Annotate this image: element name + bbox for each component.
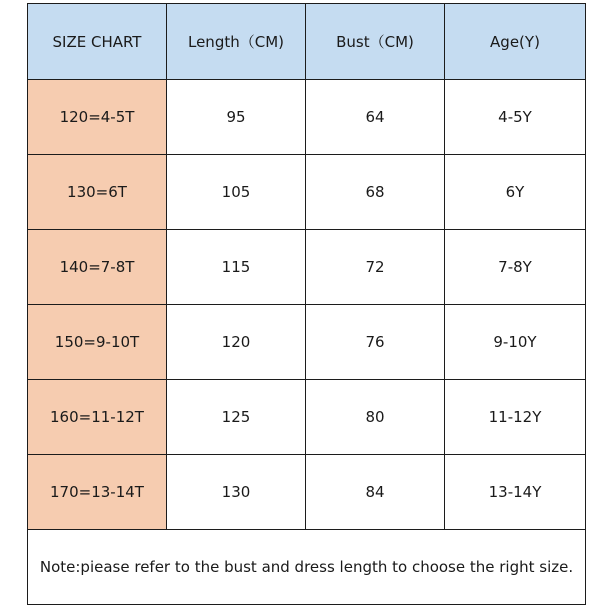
table-header bbox=[28, 4, 586, 80]
table-row bbox=[28, 305, 586, 380]
age-cell: 4-5Y bbox=[445, 80, 586, 155]
table-body bbox=[28, 80, 586, 605]
bust-cell: 68 bbox=[306, 155, 445, 230]
bust-cell: 84 bbox=[306, 455, 445, 530]
length-cell: 130 bbox=[167, 455, 306, 530]
bust-cell: 80 bbox=[306, 380, 445, 455]
age-cell: 6Y bbox=[445, 155, 586, 230]
age-cell: 11-12Y bbox=[445, 380, 586, 455]
size-cell: 120=4-5T bbox=[28, 80, 167, 155]
size-note: Note:piease refer to the bust and dress length to choose the right size. bbox=[28, 530, 586, 605]
size-chart-table bbox=[27, 3, 586, 605]
size-cell: 160=11-12T bbox=[28, 380, 167, 455]
size-cell: 140=7-8T bbox=[28, 230, 167, 305]
length-cell: 125 bbox=[167, 380, 306, 455]
bust-cell: 72 bbox=[306, 230, 445, 305]
size-cell: 130=6T bbox=[28, 155, 167, 230]
length-cell: 105 bbox=[167, 155, 306, 230]
table-row bbox=[28, 230, 586, 305]
size-cell: 150=9-10T bbox=[28, 305, 167, 380]
header-length: Length（CM) bbox=[167, 4, 306, 80]
age-cell: 9-10Y bbox=[445, 305, 586, 380]
bust-cell: 64 bbox=[306, 80, 445, 155]
length-cell: 120 bbox=[167, 305, 306, 380]
table-row bbox=[28, 80, 586, 155]
note-row bbox=[28, 530, 586, 605]
table-row bbox=[28, 380, 586, 455]
table-row bbox=[28, 455, 586, 530]
length-cell: 95 bbox=[167, 80, 306, 155]
header-row bbox=[28, 4, 586, 80]
length-cell: 115 bbox=[167, 230, 306, 305]
age-cell: 7-8Y bbox=[445, 230, 586, 305]
size-cell: 170=13-14T bbox=[28, 455, 167, 530]
bust-cell: 76 bbox=[306, 305, 445, 380]
age-cell: 13-14Y bbox=[445, 455, 586, 530]
table-row bbox=[28, 155, 586, 230]
header-age: Age(Y) bbox=[445, 4, 586, 80]
header-bust: Bust（CM) bbox=[306, 4, 445, 80]
header-size-chart: SIZE CHART bbox=[28, 4, 167, 80]
